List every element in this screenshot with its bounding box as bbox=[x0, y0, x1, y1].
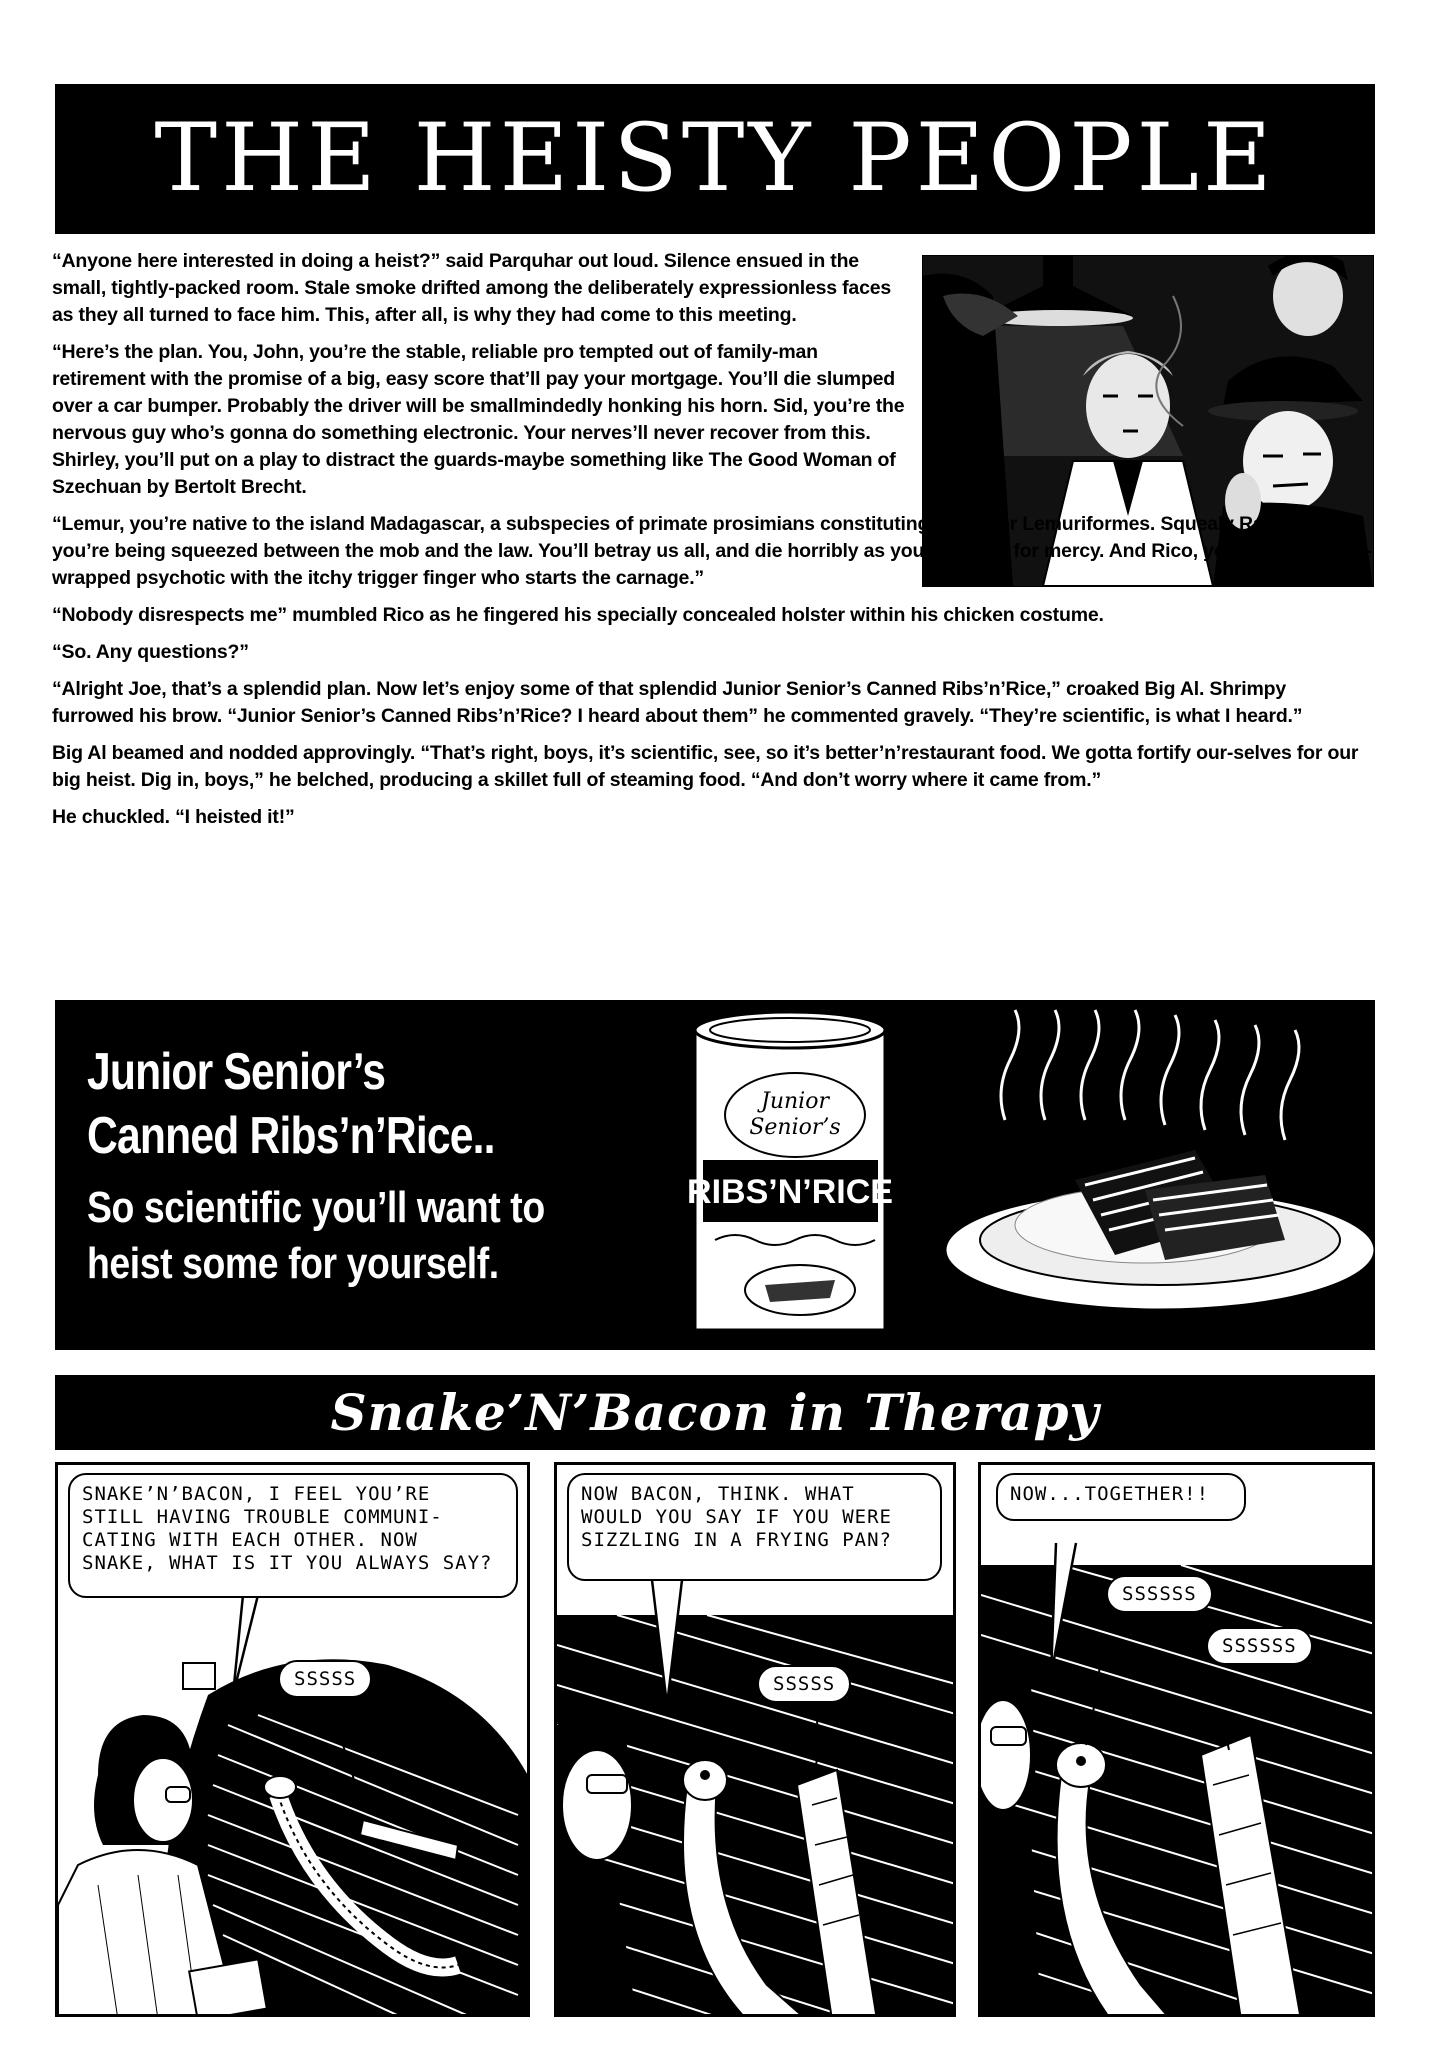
story-paragraph: Big Al beamed and nodded approvingly. “That’s right, boys, it’s scientific, see, so it’s better’n’restaurant food. We gotta fortify our-selves for our big heist. Dig in, boys,” he belched, producing a skillet full of steaming food. “And don’t worry where it came from.” bbox=[52, 742, 1359, 791]
panel-1-caption-bubble: SNAKE’N’BACON, I FEEL YOU’RE STILL HAVING TROUBLE COMMUNI-CATING WITH EACH OTHER. NOW SNAKE, WHAT IS IT YOU ALWAYS SAY? bbox=[68, 1473, 518, 1598]
ad-tagline-line-2: heist some for yourself. bbox=[87, 1239, 499, 1288]
page-title: THE HEISTY PEOPLE bbox=[154, 104, 1276, 213]
panel-3-snake-speech: SSSSSS bbox=[1106, 1575, 1213, 1613]
ad-headline-line-1: Junior Senior’s bbox=[87, 1043, 386, 1101]
story-paragraph: “Alright Joe, that’s a splendid plan. Now let’s enjoy some of that splendid Junior Senior’s Canned Ribs’n’Rice,” croaked Big Al. Shrimpy furrowed his brow. “Junior Senior’s Canned Ribs’n’Rice? I heard about them” he commented gravely. “They’re scientific, is what I heard.” bbox=[52, 678, 1303, 727]
story-paragraph: “So. Any questions?” bbox=[52, 641, 249, 663]
comic-panel-1 bbox=[55, 1462, 530, 2017]
story-paragraph: He chuckled. “I heisted it!” bbox=[52, 806, 295, 828]
story-paragraph: “Here’s the plan. You, John, you’re the stable, reliable pro tempted out of family-man retirement with the promise of a big, easy score that’ll pay your mortgage. You’ll die slumped over a car bumper. Probably the driver will be smallmindedly honking his horn. Sid, you’re the nervous guy who’s gonna do something electronic. Your nerves’ll never recover from this. Shirley, you’ll put on a play to distract the guards-maybe something like The Good Woman of Szechuan by Bertolt Brecht. bbox=[52, 341, 905, 498]
title-banner bbox=[55, 84, 1375, 234]
panel-3-caption-bubble: NOW...TOGETHER!! bbox=[996, 1473, 1246, 1521]
can-brand-line-2: Senior’s bbox=[749, 1115, 841, 1140]
panel-2-bacon-speech: SSSSS bbox=[757, 1665, 851, 1703]
can-brand-line-1: Junior bbox=[761, 1089, 829, 1114]
ad-tagline-line-1: So scientific you’ll want to bbox=[87, 1183, 545, 1232]
panel-2-caption-bubble: NOW BACON, THINK. WHAT WOULD YOU SAY IF YOU WERE SIZZLING IN A FRYING PAN? bbox=[567, 1473, 942, 1581]
panel-3-artwork bbox=[981, 1465, 1375, 2017]
ad-headline-line-2: Canned Ribs’n’Rice.. bbox=[87, 1107, 495, 1165]
panel-3-bacon-speech: SSSSSS bbox=[1206, 1627, 1313, 1665]
can-label: RIBS’N’RICE bbox=[687, 1173, 893, 1211]
can-and-plate-illustration bbox=[675, 1000, 1375, 1350]
story-paragraph: “Anyone here interested in doing a heist?” said Parquhar out loud. Silence ensued in the small, tightly-packed room. Stale smoke drifted among the deliberately expressionless faces as they all turned to face him. This, after all, is why they had come to this meeting. bbox=[52, 250, 892, 326]
comic-panel-3 bbox=[978, 1462, 1375, 2017]
story-text bbox=[52, 248, 1372, 841]
story-paragraph: “Nobody disrespects me” mumbled Rico as he fingered his specially concealed holster within his chicken costume. bbox=[52, 604, 1104, 626]
ad-copy bbox=[87, 1040, 626, 1292]
panel-1-snake-speech: SSSSS bbox=[278, 1660, 372, 1698]
story-paragraph: “Lemur, you’re native to the island Madagascar, a subspecies of primate prosimians constituting the order Lemuriformes. Squealy Ratzinger, you’re being squeezed between the mob and the law. You’ll betray us all, and die horribly as you whimper for mercy. And Rico, you’re the loosely-wrapped psychotic with the itchy trigger finger who starts the carnage.” bbox=[52, 513, 1372, 589]
ribs-rice-advertisement bbox=[55, 1000, 1375, 1350]
comic-title-banner bbox=[55, 1375, 1375, 1450]
comic-title: Snake’N’Bacon in Therapy bbox=[330, 1383, 1100, 1442]
comic-panel-2 bbox=[554, 1462, 956, 2017]
